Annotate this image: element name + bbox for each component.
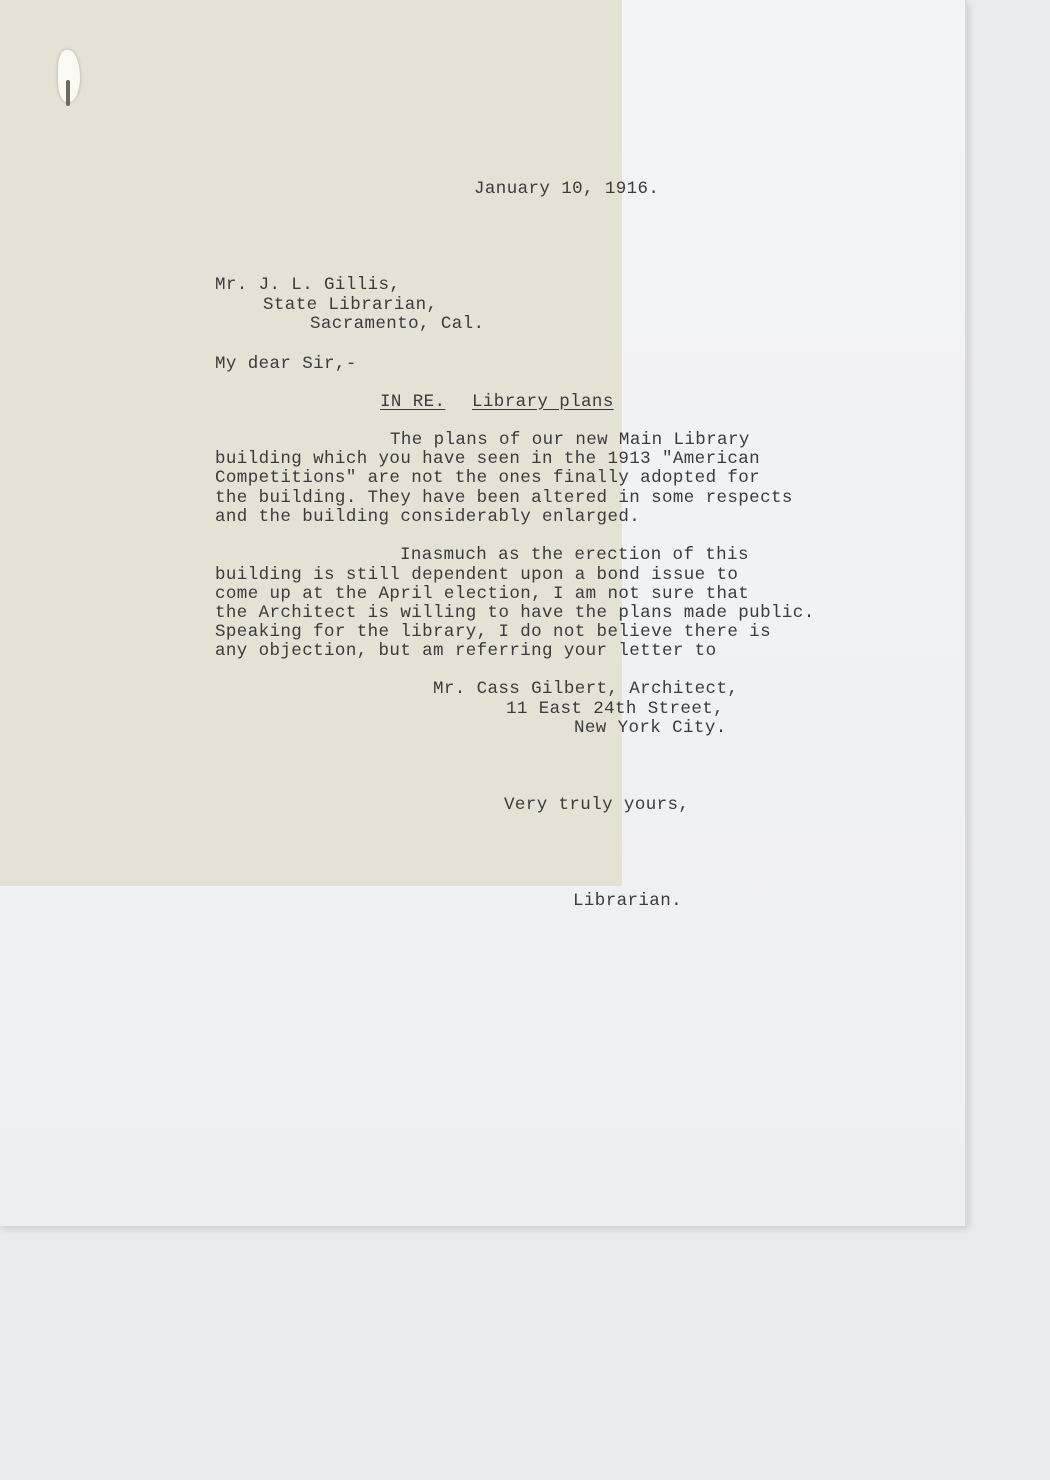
recipient-name: Mr. J. L. Gillis, <box>215 275 401 295</box>
paragraph1-line2: building which you have seen in the 1913 "American <box>215 449 761 469</box>
paragraph2-line3: come up at the April election, I am not sure that <box>215 584 750 604</box>
paragraph1-line1: The plans of our new Main Library <box>390 430 750 450</box>
paragraph2-line6: any objection, but am referring your letter to <box>215 641 717 661</box>
letter-date: January 10, 1916. <box>474 179 660 199</box>
subject-prefix: IN RE. <box>380 392 446 412</box>
referral-city: New York City. <box>574 718 727 738</box>
recipient-title: State Librarian, <box>263 295 438 315</box>
salutation: My dear Sir,- <box>215 354 357 374</box>
paragraph2-line2: building is still dependent upon a bond issue to <box>215 565 739 585</box>
paragraph1-line4: the building. They have been altered in some respects <box>215 488 793 508</box>
paragraph2-line5: Speaking for the library, I do not believe there is <box>215 622 771 642</box>
subject-topic: Library plans <box>472 392 614 412</box>
paragraph1-line3: Competitions" are not the ones finally adopted for <box>215 468 761 488</box>
referral-street: 11 East 24th Street, <box>506 699 725 719</box>
signature-title: Librarian. <box>573 891 683 911</box>
referral-name: Mr. Cass Gilbert, Architect, <box>433 679 739 699</box>
closing: Very truly yours, <box>504 795 690 815</box>
paragraph1-line5: and the building considerably enlarged. <box>215 507 641 527</box>
paragraph2-line4: the Architect is willing to have the plans made public. <box>215 603 815 623</box>
paragraph2-line1: Inasmuch as the erection of this <box>400 545 749 565</box>
recipient-city: Sacramento, Cal. <box>310 314 485 334</box>
torn-hole <box>58 50 80 102</box>
